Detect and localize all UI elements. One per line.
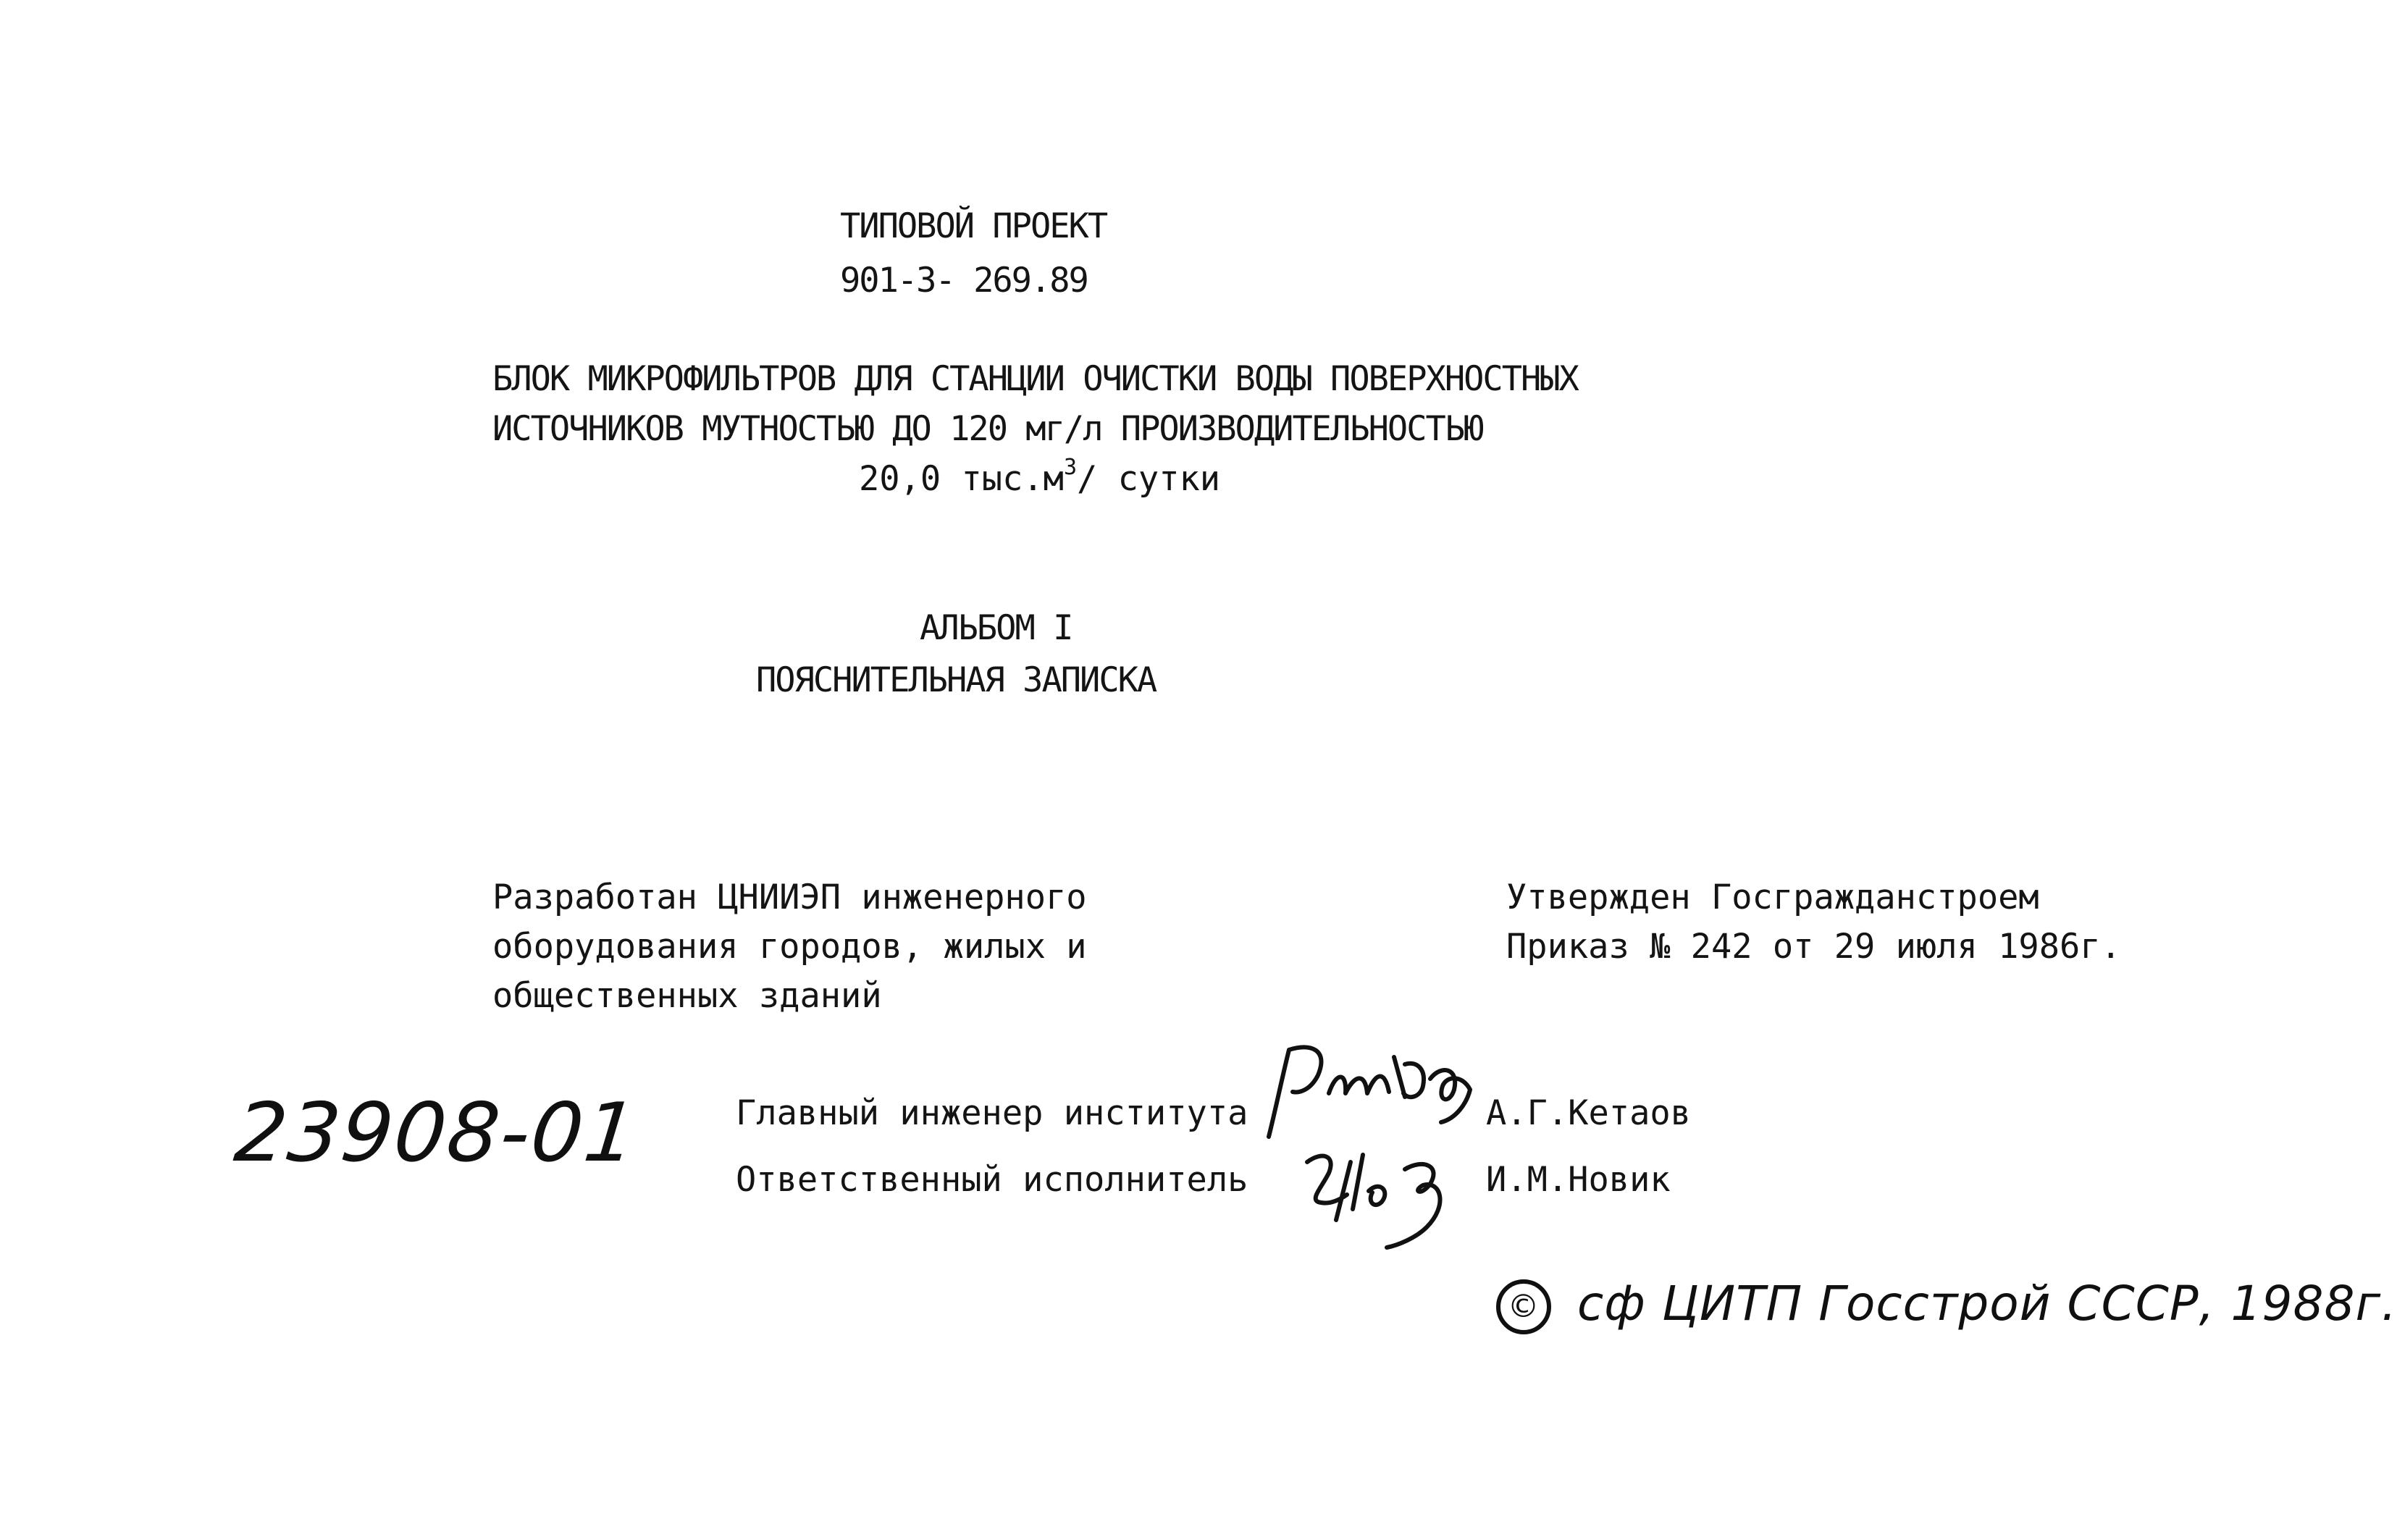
developer-line-3: общественных зданий [492, 976, 882, 1016]
signature-chief-engineer [1260, 1035, 1477, 1144]
approval-line-2: Приказ № 242 от 29 июля 1986г. [1506, 927, 2121, 967]
project-code: 901-3- 269.89 [840, 261, 1088, 300]
capacity-exponent: 3 [1063, 455, 1078, 480]
album-name: ПОЯСНИТЕЛЬНАЯ ЗАПИСКА [756, 660, 1156, 700]
signatory-role-chief-engineer: Главный инженер института [736, 1093, 1248, 1133]
capacity-value: 20,0 тыс.м [859, 459, 1064, 499]
copyright-note [1496, 1276, 2397, 1334]
approval-line-1: Утвержден Госгражданстроем [1506, 878, 2039, 917]
copyright-text: сф ЦИТП Госстрой СССР, 1988г. [1577, 1276, 2397, 1331]
capacity-unit: / сутки [1077, 459, 1221, 499]
album-number: АЛЬБОМ I [920, 608, 1072, 648]
title-line-1: БЛОК МИКРОФИЛЬТРОВ ДЛЯ СТАНЦИИ ОЧИСТКИ ВОДЫ ПОВЕРХНОСТНЫХ [492, 359, 1578, 399]
signatory-role-responsible: Ответственный исполнитель [736, 1160, 1248, 1200]
signatory-name-responsible: И.М.Новик [1486, 1160, 1671, 1200]
developer-line-2: оборудования городов, жилых и [492, 927, 1087, 967]
signatory-name-chief-engineer: А.Г.Кетаов [1486, 1093, 1691, 1133]
title-line-2: ИСТОЧНИКОВ МУТНОСТЬЮ ДО 120 мг/л ПРОИЗВОДИТЕЛЬНОСТЬЮ [492, 409, 1483, 449]
title-capacity [859, 455, 1221, 501]
handwritten-doc-number: 23908-01 [230, 1086, 643, 1180]
project-type-label: ТИПОВОЙ ПРОЕКТ [840, 206, 1107, 246]
developer-line-1: Разработан ЦНИИЭП инженерного [492, 878, 1087, 917]
copyright-symbol: © [1496, 1279, 1551, 1334]
signature-responsible [1296, 1140, 1470, 1249]
